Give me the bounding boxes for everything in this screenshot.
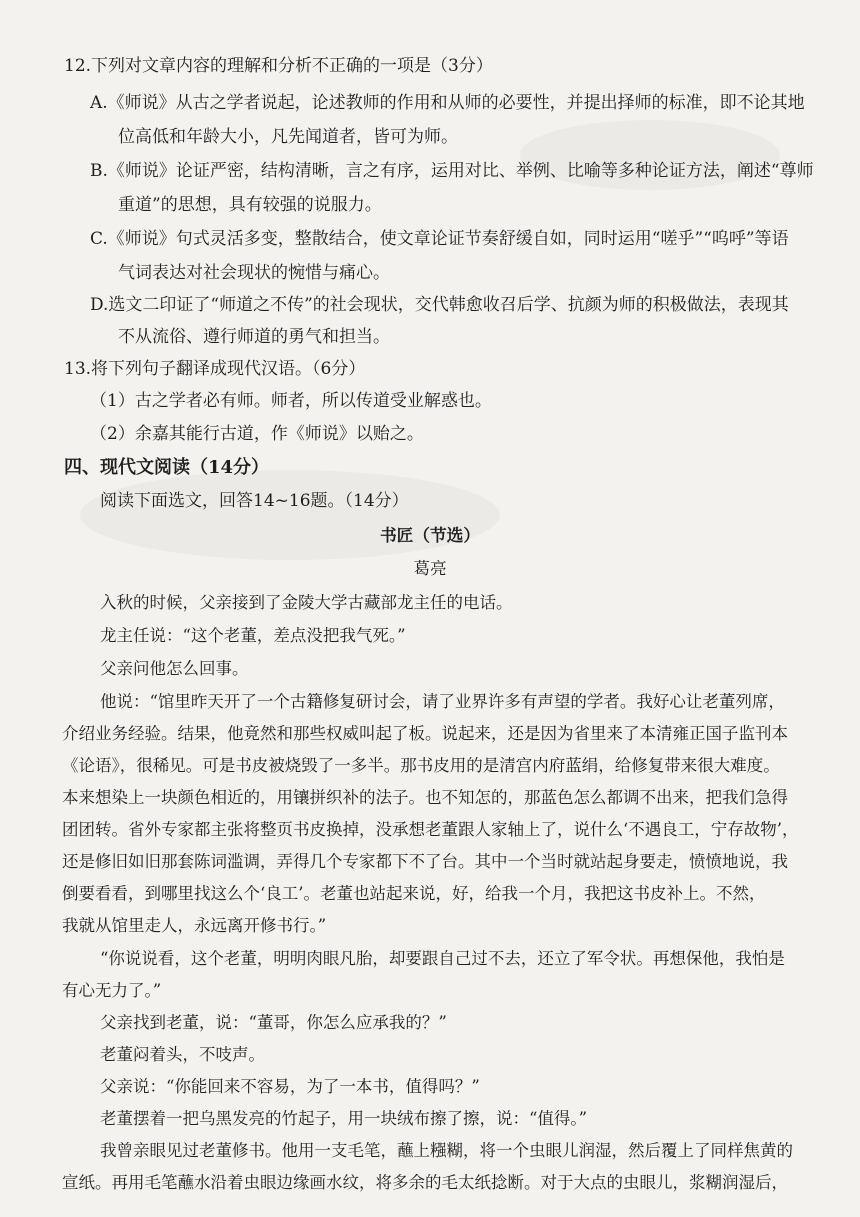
story-line: 本来想染上一块颜色相近的，用镶拼织补的法子。也不知怎的，那蓝色怎么都调不出来，把我们急得 (62, 788, 788, 807)
option-b-line-1: B.《师说》论证严密，结构清晰，言之有序，运用对比、举例、比喻等多种论证方法，阐述“尊师 (90, 161, 814, 181)
option-d-line-1: D.选文二印证了“师道之不传”的社会现状，交代韩愈收召后学、抗颜为师的积极做法，表现其 (90, 295, 789, 315)
story-line: “你说说看，这个老董，明明肉眼凡胎，却要跟自己过不去，还立了军令状。再想保他，我怕是 (100, 949, 785, 968)
paper-smudge (80, 470, 500, 560)
story-line: 宣纸。再用毛笔蘸水沿着虫眼边缘画水纹，将多余的毛太纸捻断。对于大点的虫眼儿，浆糊润湿后， (62, 1173, 788, 1192)
story-line: 倒要看看，到哪里找这么个‘良工’。老董也站起来说，好，给我一个月，我把这书皮补上。不然， (62, 884, 766, 903)
reading-instruction: 阅读下面选文，回答14~16题。（14分） (100, 491, 409, 511)
question-13-stem: 13.将下列句子翻译成现代汉语。（6分） (64, 359, 366, 379)
story-line: 入秋的时候，父亲接到了金陵大学古藏部龙主任的电话。 (100, 593, 513, 612)
passage-author: 葛亮 (413, 558, 447, 578)
section-heading: 四、现代文阅读（14分） (64, 457, 270, 478)
story-line: 老董闷着头，不吱声。 (100, 1045, 265, 1064)
option-a-line-1: A.《师说》从古之学者说起，论述教师的作用和从师的必要性，并提出择师的标准，即不论其地 (90, 93, 805, 113)
story-line: 《论语》，很稀见。可是书皮被烧毁了一多半。那书皮用的是清宫内府蓝绢，给修复带来很大难度。 (62, 756, 780, 775)
story-line: 团团转。省外专家都主张将整页书皮换掉，没承想老董跟人家轴上了，说什么‘不遇良工，宁存故物’， (62, 820, 799, 839)
story-line: 父亲问他怎么回事。 (100, 659, 249, 678)
story-line: 我曾亲眼见过老董修书。他用一支毛笔，蘸上糨糊，将一个虫眼儿润湿，然后覆上了同样焦黄的 (100, 1141, 793, 1160)
story-line: 老董摆着一把乌黑发亮的竹起子，用一块绒布擦了擦，说：“值得。” (100, 1109, 588, 1128)
option-b-line-2: 重道”的思想，具有较强的说服力。 (118, 195, 382, 215)
story-line: 有心无力了。” (62, 981, 162, 1000)
passage-title: 书匠（节选） (379, 525, 481, 545)
option-a-line-2: 位高低和年龄大小，凡先闻道者，皆可为师。 (118, 127, 458, 147)
story-line: 父亲找到老董，说：“董哥，你怎么应承我的？” (100, 1013, 447, 1032)
option-d-line-2: 不从流俗、遵行师道的勇气和担当。 (118, 327, 390, 347)
story-line: 他说：“馆里昨天开了一个古籍修复研讨会，请了业界许多有声望的学者。我好心让老董列席， (100, 692, 785, 711)
question-12-stem: 12.下列对文章内容的理解和分析不正确的一项是（3分） (64, 56, 493, 76)
option-c-line-1: C.《师说》句式灵活多变，整散结合，使文章论证节奏舒缓自如，同时运用“嗟乎”“呜呼”等语 (90, 229, 789, 249)
story-line: 我就从馆里走人，永远离开修书行。” (62, 916, 327, 935)
question-13-sentence-2: （2）余嘉其能行古道，作《师说》以贻之。 (90, 424, 424, 444)
option-c-line-2: 气词表达对社会现状的惋惜与痛心。 (118, 263, 390, 283)
question-13-sentence-1: （1）古之学者必有师。师者，所以传道受业解惑也。 (90, 391, 492, 411)
story-line: 还是修旧如旧那套陈词滥调，弄得几个专家都下不了台。其中一个当时就站起身要走，愤愤地说，我 (62, 852, 788, 871)
story-line: 父亲说：“你能回来不容易，为了一本书，值得吗？” (100, 1077, 480, 1096)
story-line: 介绍业务经验。结果，他竟然和那些权威叫起了板。说起来，还是因为省里来了本清雍正国子监刊本 (62, 724, 788, 743)
story-line: 龙主任说：“这个老董，差点没把我气死。” (100, 626, 406, 645)
